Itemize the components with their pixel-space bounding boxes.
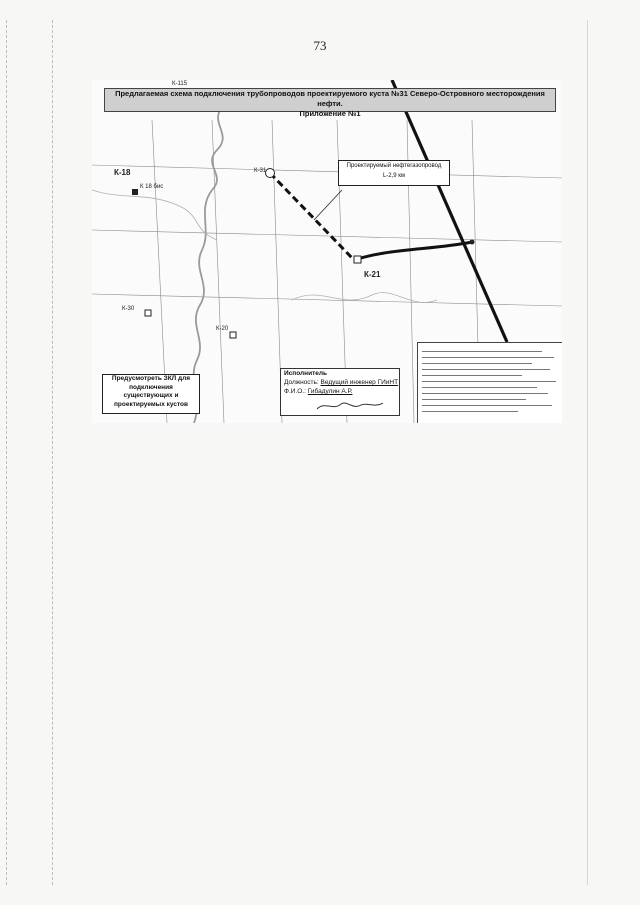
legend-line-8 [422,393,548,394]
executor-box [280,368,400,416]
executor-title: Исполнитель [284,370,327,377]
page-number: 73 [313,38,327,53]
map-frame [92,80,562,423]
notes-legend [417,342,562,423]
note-line1: Предусмотреть ЗКЛ для [111,375,191,382]
pipeline-callout [338,160,450,186]
legend-line-6 [422,381,556,382]
callout-line2: L-2,9 км [382,173,406,179]
callout-leader [314,190,342,220]
executor-name-label: Ф.И.О.: [284,388,306,395]
zkl-note-box [102,374,200,414]
right-margin-line [587,20,588,885]
callout-line1: Проектируемый нефтегазопровод [346,163,442,169]
junction-node [470,240,475,245]
left-margin-line-2 [52,20,53,885]
executor-position-value: Ведущий инженер ГИиНТ [320,379,399,386]
map-title [104,88,556,118]
map-title-line2: Приложение №1 [299,109,361,118]
legend-line-9 [422,399,526,400]
well-pad-k20 [230,332,236,338]
legend-line-1 [422,351,542,352]
connection-pipeline [354,242,472,260]
legend-line-7 [422,387,537,388]
signature [315,399,385,413]
label-k31: К-31 [254,168,267,174]
legend-line-10 [422,405,552,406]
label-k21: К-21 [364,270,381,279]
well-pad-k21 [354,256,361,263]
label-k115: К-115 [172,81,188,87]
legend-line-5 [422,375,522,376]
legend-line-11 [422,411,518,412]
left-margin-line [6,20,7,885]
legend-line-2 [422,357,554,358]
note-line4: проектируемых кустов [113,400,189,408]
note-line2: подключения [129,383,173,391]
label-k30: К-30 [122,306,135,312]
legend-line-4 [422,369,550,370]
map-title-line1: Предлагаемая схема подключения трубопроводов проектируемого куста №31 Северо-Островного месторождения нефти. [115,89,545,108]
well-pad-k30 [145,310,151,316]
designed-pipeline [270,173,354,260]
executor-position-label: Должность: [284,379,319,386]
label-k18bis: К 18 бис [140,184,164,190]
well-pad-k18 [132,189,138,195]
well-pad-k31 [266,169,275,178]
note-line3: существующих и [123,392,179,399]
executor-name-value: Гибадулин А.Р. [307,388,353,395]
label-k18: К-18 [114,168,131,177]
label-k20: К-20 [216,326,229,332]
legend-line-3 [422,363,532,364]
